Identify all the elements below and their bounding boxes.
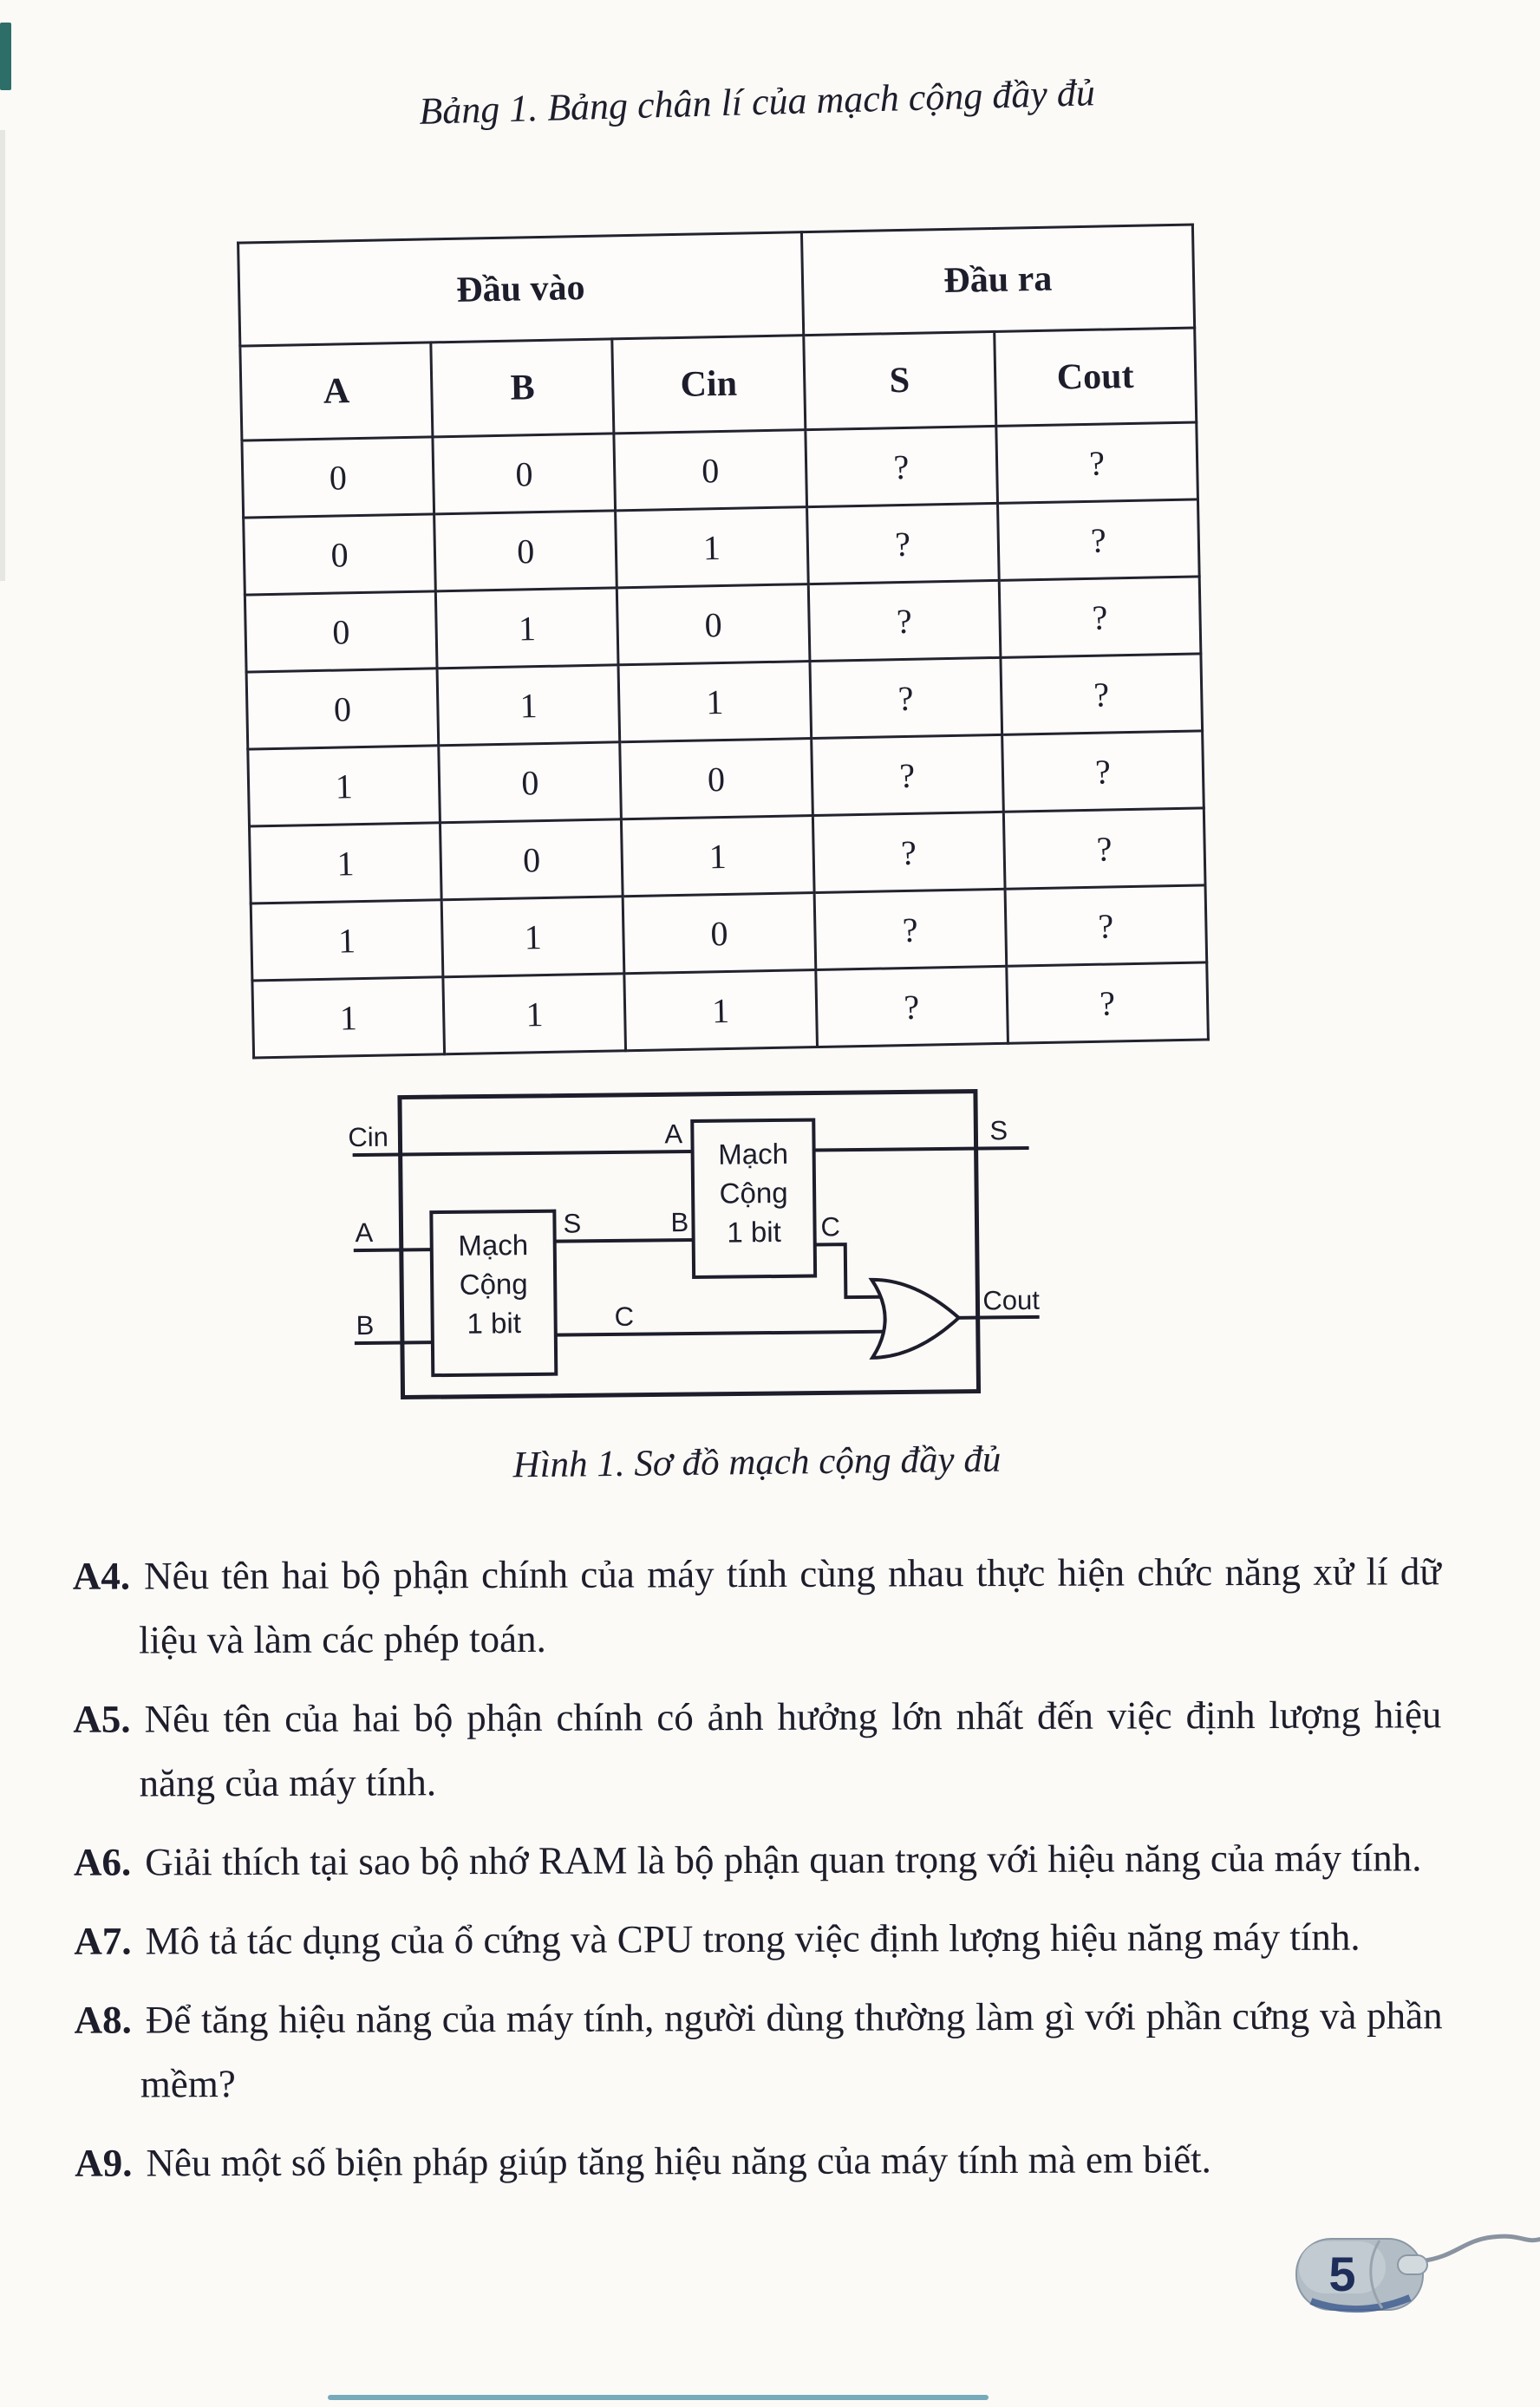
col-header-b: B	[431, 339, 614, 437]
question-label: A9.	[75, 2141, 133, 2185]
question-text: Giải thích tại sao bộ nhớ RAM là bộ phận quan trọng với hiệu năng của máy tính.	[145, 1836, 1422, 1884]
cell: ?	[814, 889, 1007, 969]
cell: 1	[252, 977, 445, 1058]
question-a7	[74, 1904, 1442, 1973]
adder2-label-line2: Cộng	[719, 1176, 788, 1210]
adder1-label-line3: 1 bit	[467, 1307, 522, 1340]
table-column-header-row	[240, 328, 1197, 440]
cell: 1	[248, 746, 440, 826]
cell: ?	[1003, 808, 1205, 889]
a-input-label: A	[355, 1217, 374, 1249]
cell: ?	[805, 426, 997, 506]
question-list	[73, 1539, 1444, 2210]
mouse-cord	[1419, 2236, 1540, 2261]
cell: 1	[622, 816, 814, 897]
question-label: A5.	[73, 1697, 131, 1741]
cell: ?	[811, 734, 1003, 815]
cell: 0	[245, 591, 437, 672]
cell: 0	[620, 739, 812, 819]
cell: ?	[815, 966, 1008, 1047]
mouse-icon	[1296, 2239, 1427, 2310]
c2-wire-label: C	[820, 1211, 841, 1243]
question-text: Nêu tên của hai bộ phận chính có ảnh hưởng lớn nhất đến việc định lượng hiệu năng của máy tính.	[139, 1693, 1442, 1805]
group-header-outputs: Đầu ra	[801, 225, 1195, 336]
question-label: A4.	[72, 1554, 131, 1598]
cell: ?	[997, 499, 1199, 580]
col-header-a: A	[240, 342, 433, 440]
cin-input-label: Cin	[348, 1121, 389, 1153]
cell: 1	[616, 507, 808, 588]
cell: 0	[623, 893, 816, 974]
question-label: A8.	[74, 1998, 132, 2042]
cell: ?	[996, 422, 1198, 503]
figure-caption: Hình 1. Sơ đồ mạch cộng đầy đủ	[512, 1438, 1002, 1486]
question-text: Nêu một số biện pháp giúp tăng hiệu năng của máy tính mà em biết.	[146, 2137, 1211, 2185]
adder1-label-line1: Mạch	[458, 1228, 529, 1262]
question-a6	[74, 1825, 1442, 1895]
b-input-label: B	[356, 1309, 375, 1341]
cell: 1	[436, 588, 619, 669]
adder1-box	[431, 1211, 556, 1375]
scan-bottom-line	[328, 2395, 989, 2400]
cell: ?	[812, 812, 1005, 892]
cell: 0	[246, 669, 439, 749]
cout-output-label: Cout	[982, 1284, 1041, 1316]
question-text: Để tăng hiệu năng của máy tính, người dùng thường làm gì với phần cứng và phần mềm?	[140, 1993, 1443, 2106]
question-a8	[74, 1983, 1443, 2117]
cell: 0	[433, 434, 616, 514]
b2-input-label: B	[670, 1207, 689, 1238]
scan-edge-mark	[0, 23, 11, 90]
cell: 1	[441, 897, 624, 977]
cell: 1	[249, 823, 441, 903]
full-adder-diagram	[302, 1071, 1086, 1460]
question-a9	[75, 2126, 1443, 2195]
cell: 1	[618, 662, 811, 742]
cell: ?	[1005, 885, 1207, 966]
cell: 0	[617, 584, 810, 665]
col-header-s: S	[803, 331, 995, 429]
cell: ?	[1001, 654, 1203, 734]
truth-table-wrapper	[237, 223, 1210, 1059]
s-output-label: S	[989, 1115, 1008, 1146]
adder2-label-line3: 1 bit	[727, 1215, 781, 1249]
cell: 0	[439, 742, 622, 823]
question-label: A6.	[73, 1840, 132, 1884]
col-header-cin: Cin	[612, 336, 805, 434]
cell: ?	[806, 503, 999, 584]
or-gate	[871, 1279, 959, 1358]
cell: ?	[1002, 731, 1204, 812]
col-header-cout: Cout	[994, 328, 1196, 426]
group-header-inputs: Đầu vào	[238, 232, 804, 346]
cell: 1	[624, 970, 817, 1051]
cell: 0	[440, 819, 623, 900]
cell: 1	[251, 900, 443, 981]
a2-input-label: A	[664, 1119, 683, 1150]
cell: ?	[1007, 962, 1209, 1043]
cell: 1	[437, 665, 620, 746]
table-group-header-row	[238, 225, 1195, 346]
table-title: Bảng 1. Bảng chân lí của mạch cộng đầy đủ	[418, 71, 1096, 133]
page-number-mouse-badge	[1289, 2216, 1540, 2320]
adder2-label-line1: Mạch	[718, 1137, 789, 1171]
question-a5	[73, 1682, 1442, 1816]
cell: ?	[999, 577, 1201, 657]
adder2-box	[692, 1120, 815, 1277]
cell: 0	[614, 430, 806, 511]
scan-edge-artifact	[0, 130, 5, 581]
cell: 1	[443, 974, 626, 1054]
cell: 0	[244, 514, 436, 595]
question-label: A7.	[74, 1919, 132, 1963]
question-text: Nêu tên hai bộ phận chính của máy tính cùng nhau thực hiện chức năng xử lí dữ liệu và làm các phép toán.	[138, 1549, 1441, 1662]
question-text: Mô tả tác dụng của ổ cứng và CPU trong việc định lượng hiệu năng máy tính.	[145, 1915, 1361, 1963]
question-a4	[73, 1539, 1442, 1673]
cell: ?	[810, 657, 1002, 738]
truth-table	[237, 223, 1210, 1059]
c1-wire-label: C	[614, 1301, 635, 1332]
cell: 0	[242, 437, 434, 518]
cell: ?	[808, 580, 1001, 661]
s1-wire-label: S	[563, 1208, 582, 1239]
adder1-label-line2: Cộng	[459, 1268, 528, 1301]
page-number: 5	[1328, 2247, 1356, 2301]
cell: 0	[434, 511, 617, 591]
